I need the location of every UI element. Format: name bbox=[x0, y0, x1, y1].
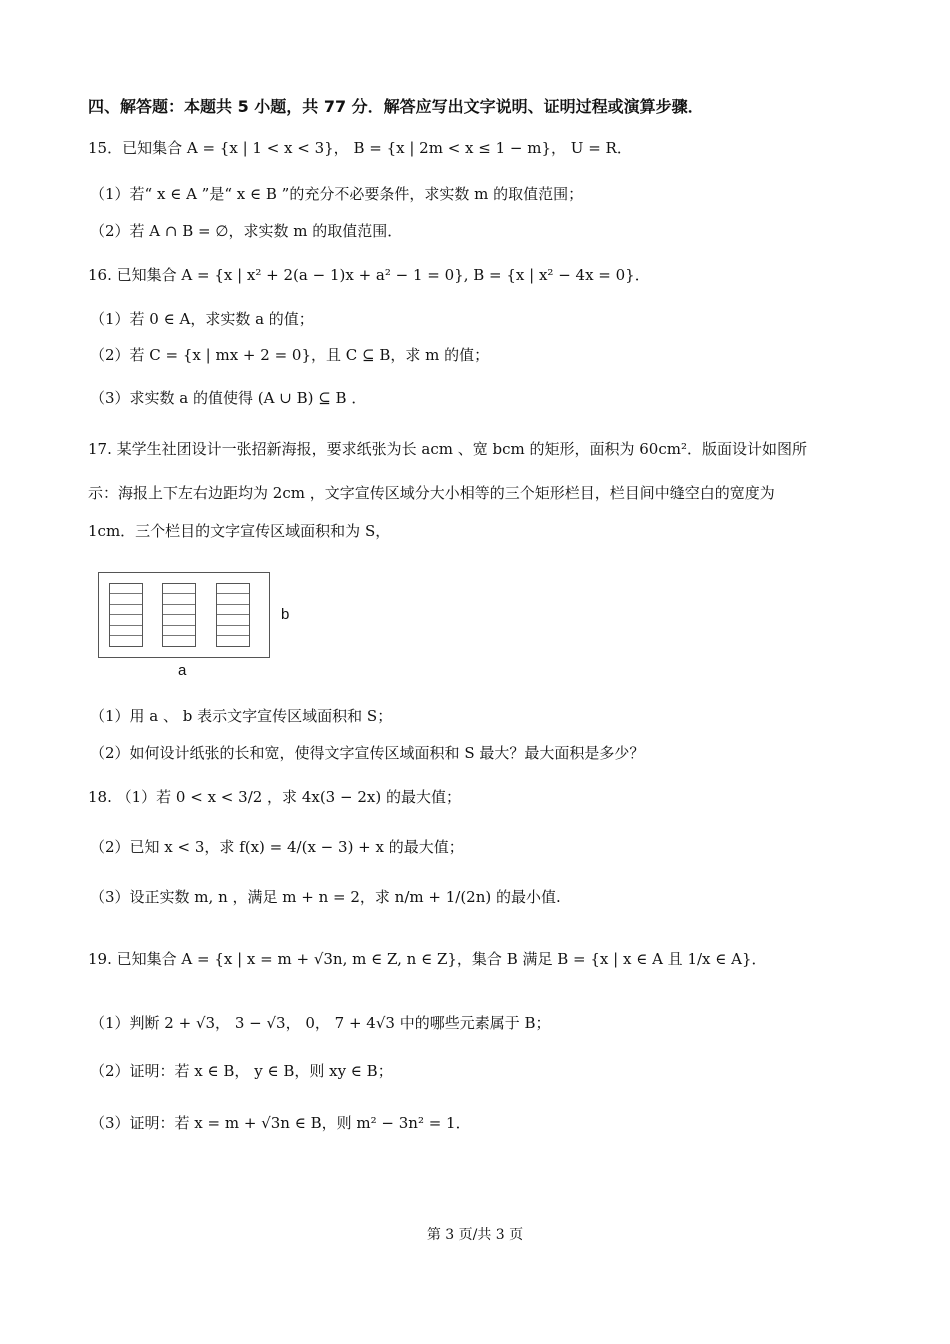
figure-label-b: b bbox=[281, 606, 290, 623]
q17-part2: （2）如何设计纸张的长和宽，使得文字宣传区域面积和 S 最大？最大面积是多少？ bbox=[90, 744, 645, 762]
text-column-left bbox=[109, 583, 143, 647]
q15-part1: （1）若“ x ∈ A ”是“ x ∈ B ”的充分不必要条件，求实数 m 的取值范围； bbox=[90, 185, 584, 203]
q18-part2: （2）已知 x < 3，求 f(x) = 4/(x − 3) + x 的最大值； bbox=[90, 838, 464, 856]
text-column-right bbox=[216, 583, 250, 647]
q19-stem: 19. 已知集合 A = {x | x = m + √3n, m ∈ Z, n ∈ Z}，集合 B 满足 B = {x | x ∈ A 且 1/x ∈ A}． bbox=[88, 950, 767, 968]
q17-stem-line3: 1cm．三个栏目的文字宣传区域面积和为 S， bbox=[88, 522, 391, 540]
q15-stem: 15．已知集合 A = {x | 1 < x < 3}， B = {x | 2m < x ≤ 1 − m}， U = R． bbox=[88, 139, 632, 157]
q19-part3: （3）证明：若 x = m + √3n ∈ B，则 m² − 3n² = 1． bbox=[90, 1114, 471, 1132]
q17-stem-line1: 17. 某学生社团设计一张招新海报，要求纸张为长 acm 、宽 bcm 的矩形，面积为 60cm²．版面设计如图所 bbox=[88, 440, 807, 458]
q17-part1: （1）用 a 、 b 表示文字宣传区域面积和 S； bbox=[90, 707, 393, 725]
figure-label-a: a bbox=[178, 662, 187, 679]
section-title: 四、解答题：本题共 5 小题，共 77 分．解答应写出文字说明、证明过程或演算步骤． bbox=[88, 97, 704, 116]
q19-part1: （1）判断 2 + √3， 3 − √3， 0， 7 + 4√3 中的哪些元素属于 B； bbox=[90, 1014, 551, 1032]
q19-part2: （2）证明：若 x ∈ B， y ∈ B，则 xy ∈ B； bbox=[90, 1062, 393, 1080]
q17-stem-line2: 示：海报上下左右边距均为 2cm ，文字宣传区域分大小相等的三个矩形栏目，栏目间中缝空白的宽度为 bbox=[88, 484, 775, 502]
q16-part2: （2）若 C = {x | mx + 2 = 0}，且 C ⊆ B，求 m 的值； bbox=[90, 346, 490, 364]
poster-layout-figure bbox=[98, 572, 270, 658]
text-column-middle bbox=[162, 583, 196, 647]
q18-part3: （3）设正实数 m, n ，满足 m + n = 2，求 n/m + 1/(2n) 的最小值. bbox=[90, 888, 561, 906]
page-footer: 第 3 页/共 3 页 bbox=[426, 1227, 524, 1243]
q16-stem: 16. 已知集合 A = {x | x² + 2(a − 1)x + a² − 1 = 0}, B = {x | x² − 4x = 0}． bbox=[88, 266, 650, 284]
q15-part2: （2）若 A ∩ B = ∅，求实数 m 的取值范围． bbox=[90, 222, 403, 240]
q16-part3: （3）求实数 a 的值使得 (A ∪ B) ⊆ B ． bbox=[90, 389, 367, 407]
q16-part1: （1）若 0 ∈ A，求实数 a 的值； bbox=[90, 310, 314, 328]
q18-part1: 18. （1）若 0 < x < 3/2 ，求 4x(3 − 2x) 的最大值； bbox=[88, 788, 461, 806]
